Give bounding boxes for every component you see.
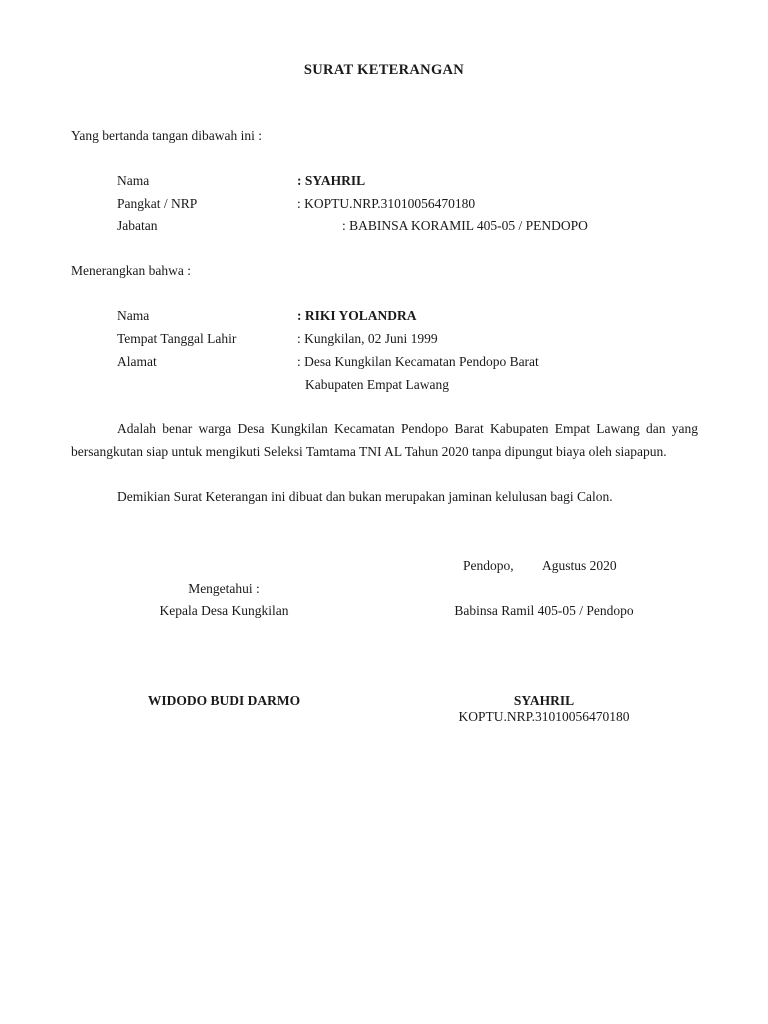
village-head-position: Kepala Desa Kungkilan [159, 603, 289, 618]
subject-birth-value: : Kungkilan, 02 Juni 1999 [297, 331, 438, 346]
acknowledged-label: Mengetahui : [188, 581, 260, 596]
signer-position-value: : BABINSA KORAMIL 405-05 / PENDOPO [342, 218, 588, 233]
signer-position-label: Jabatan [117, 218, 158, 233]
date-text: Agustus 2020 [542, 558, 617, 573]
document-title: SURAT KETERANGAN [303, 62, 465, 78]
declares-text: Menerangkan bahwa : [71, 263, 191, 278]
subject-address-line-2: Kabupaten Empat Lawang [305, 377, 449, 392]
subject-name-value: : RIKI YOLANDRA [297, 308, 417, 323]
subject-address-label: Alamat [117, 354, 157, 369]
subject-name-label: Nama [117, 308, 150, 323]
signer-name-label: Nama [117, 173, 150, 188]
intro-text: Yang bertanda tangan dibawah ini : [71, 128, 262, 143]
signer-name-value: : SYAHRIL [297, 173, 366, 188]
village-head-name: WIDODO BUDI DARMO [147, 693, 301, 708]
signer-rank-label: Pangkat / NRP [117, 196, 198, 211]
body-paragraph: Adalah benar warga Desa Kungkilan Kecamatan Pendopo Barat Kabupaten Empat Lawang dan yang bersangkutan siap untuk mengikuti Seleksi Tamtama TNI AL Tahun 2020 tanpa dipungut biaya oleh siapapun. [71, 421, 698, 459]
babinsa-nrp: KOPTU.NRP.31010056470180 [458, 709, 630, 724]
babinsa-name: SYAHRIL [513, 693, 575, 708]
place-text: Pendopo, [463, 558, 514, 573]
signer-rank-value: : KOPTU.NRP.31010056470180 [297, 196, 476, 211]
closing-paragraph: Demikian Surat Keterangan ini dibuat dan bukan merupakan jaminan kelulusan bagi Calon. [117, 489, 613, 504]
subject-birth-label: Tempat Tanggal Lahir [117, 331, 237, 346]
subject-address-line-1: : Desa Kungkilan Kecamatan Pendopo Barat [297, 354, 539, 369]
babinsa-position: Babinsa Ramil 405-05 / Pendopo [454, 603, 634, 618]
